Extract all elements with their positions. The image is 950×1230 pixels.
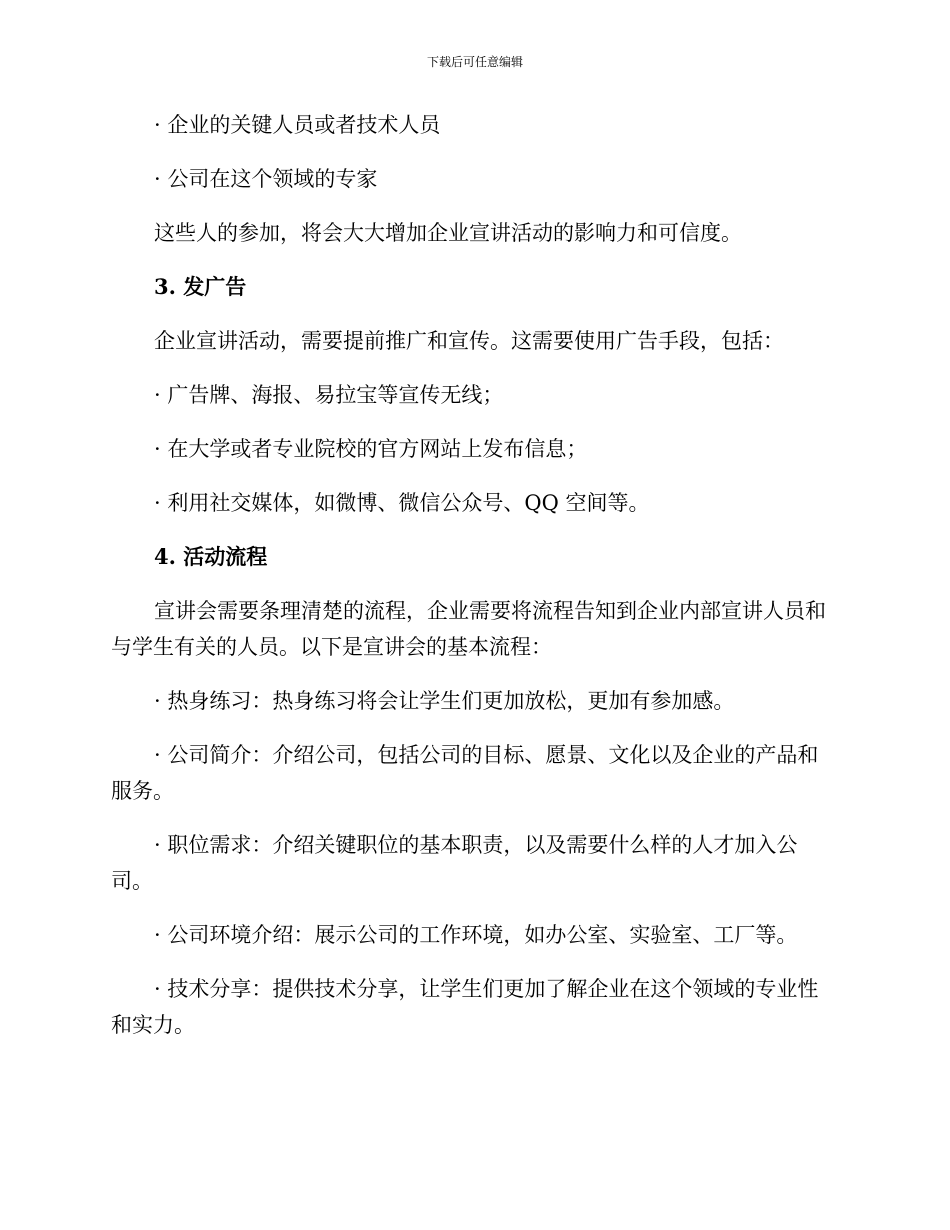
- bullet-company-intro: · 公司简介：介绍公司，包括公司的目标、愿景、文化以及企业的产品和服务。: [111, 743, 819, 803]
- header-note: 下载后可任意编辑: [426, 55, 523, 69]
- bullet-official-websites: · 在大学或者专业院校的官方网站上发布信息；: [154, 437, 588, 461]
- paragraph-advertising-intro: 企业宣讲活动，需要提前推广和宣传。这需要使用广告手段，包括：: [154, 329, 784, 353]
- bullet-warm-up: · 热身练习：热身练习将会让学生们更加放松，更加有参加感。: [154, 689, 735, 713]
- bullet-job-requirements: · 职位需求：介绍关键职位的基本职责，以及需要什么样的人才加入公司。: [111, 833, 798, 893]
- bullet-social-media: · 利用社交媒体，如微博、微信公众号、QQ 空间等。: [154, 491, 650, 515]
- document-body: [111, 107, 831, 1061]
- bullet-domain-experts: · 公司在这个领域的专家: [154, 167, 378, 191]
- section-heading-activity-flow: 4. 活动流程: [154, 544, 268, 569]
- bullet-company-environment: · 公司环境介绍：展示公司的工作环境，如办公室、实验室、工厂等。: [154, 923, 798, 947]
- bullet-key-personnel: · 企业的关键人员或者技术人员: [154, 113, 441, 137]
- section-heading-advertising: 3. 发广告: [154, 274, 247, 299]
- bullet-posters: · 广告牌、海报、易拉宝等宣传无线；: [154, 383, 504, 407]
- paragraph-flow-intro: 宣讲会需要条理清楚的流程，企业需要将流程告知到企业内部宣讲人员和与学生有关的人员。以下是宣讲会的基本流程：: [111, 599, 826, 659]
- paragraph-participation-impact: 这些人的参加，将会大大增加企业宣讲活动的影响力和可信度。: [154, 221, 742, 245]
- bullet-tech-sharing: · 技术分享：提供技术分享，让学生们更加了解企业在这个领域的专业性和实力。: [111, 977, 819, 1037]
